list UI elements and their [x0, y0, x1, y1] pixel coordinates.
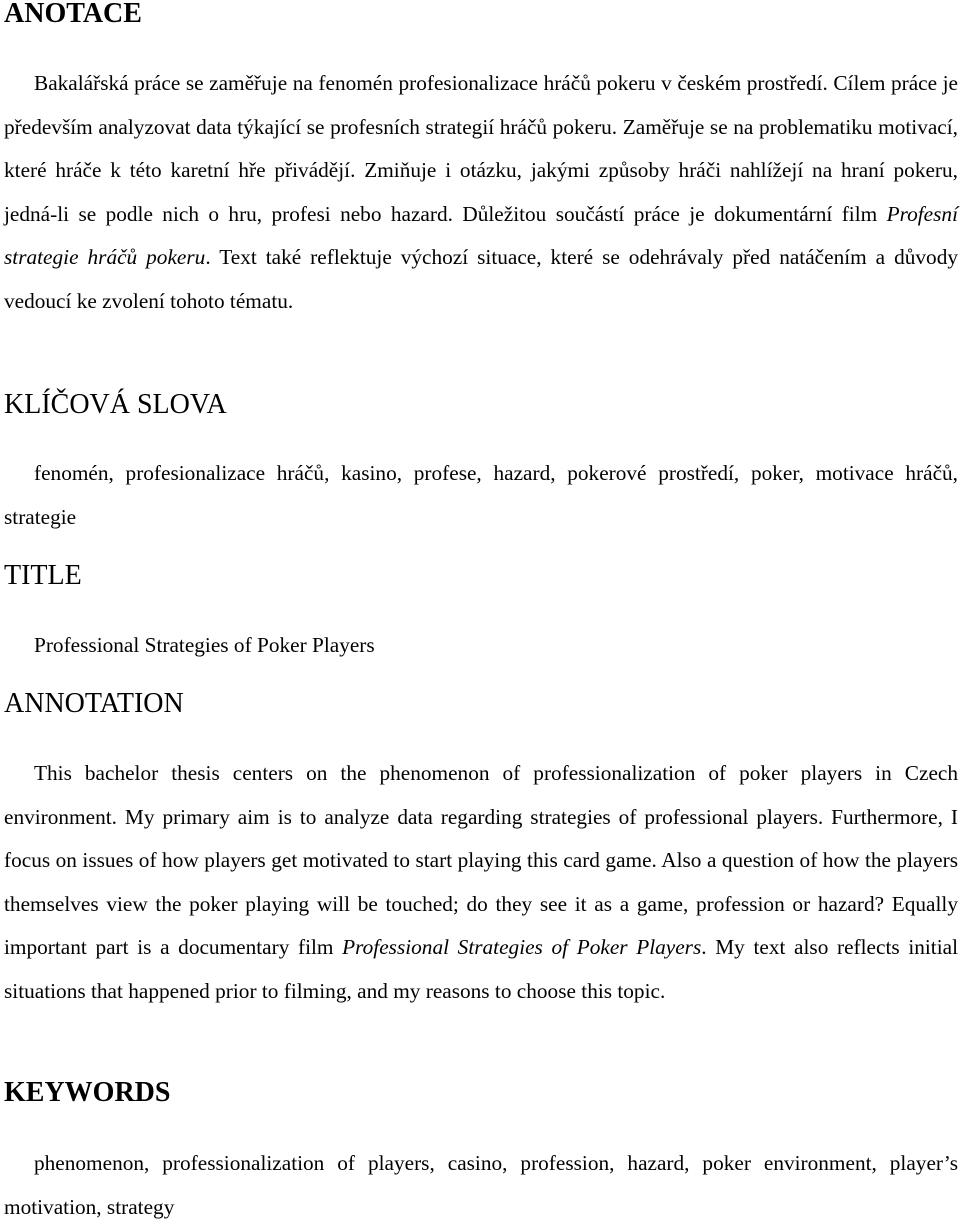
- annotation-heading: ANNOTATION: [4, 688, 184, 719]
- title-body: [4, 624, 958, 668]
- anotace-heading: ANOTACE: [4, 0, 142, 29]
- keywords-heading: KEYWORDS: [4, 1077, 171, 1108]
- klicova-slova-body: [4, 452, 958, 539]
- anotace-section: [4, 0, 958, 30]
- klicova-slova-section: [4, 389, 958, 421]
- annotation-text-1: This bachelor thesis centers on the phenomenon of professionalization of poker players in Czech environment. My primary aim is to analyze data regarding strategies of professional players. Furthermore, I focus on issues of how players get motivated to start playing this card game. Also a question of how the players themselves view the poker playing will be touched; do they see it as a game, profession or hazard? Equally important part is a documentary film: [4, 761, 958, 960]
- annotation-body: [4, 752, 958, 1014]
- annotation-paragraph: [4, 752, 958, 1014]
- keywords-section: [4, 1077, 958, 1109]
- anotace-paragraph: [4, 62, 958, 324]
- title-heading: TITLE: [4, 560, 82, 591]
- annotation-section: [4, 688, 958, 720]
- title-text: Professional Strategies of Poker Players: [34, 633, 375, 657]
- keywords-text: phenomenon, professionalization of players, casino, profession, hazard, poker environment, player’s motivation, strategy: [4, 1151, 958, 1219]
- anotace-body: [4, 62, 958, 324]
- klicova-slova-text: fenomén, profesionalizace hráčů, kasino, profese, hazard, pokerové prostředí, poker, motivace hráčů, strategie: [4, 461, 958, 529]
- anotace-film-title: Profesní strategie hráčů pokeru: [4, 201, 958, 270]
- title-section: [4, 560, 958, 592]
- anotace-text-2: . Text také reflektuje výchozí situace, které se odehrávaly před natáčením a důvody vedoucí ke zvolení tohoto tématu.: [4, 245, 958, 313]
- annotation-text-2: . My text also reflects initial situations that happened prior to filming, and my reasons to choose this topic.: [4, 935, 959, 1003]
- klicova-slova-heading: KLÍČOVÁ SLOVA: [4, 389, 227, 420]
- annotation-film-title: Professional Strategies of Poker Players: [342, 935, 702, 960]
- anotace-text-1: Bakalářská práce se zaměřuje na fenomén profesionalizace hráčů pokeru v českém prostředí. Cílem práce je především analyzovat data týkající se profesních strategií hráčů pokeru. Zaměřuje se na problematiku motivací, které hráče k této karetní hře přivádějí. Zmiňuje i otázku, jakými způsoby hráči nahlížejí na hraní pokeru, jedná-li se podle nich o hru, profesi nebo hazard. Důležitou součástí práce je dokumentární film: [4, 71, 958, 226]
- keywords-body: [4, 1142, 958, 1229]
